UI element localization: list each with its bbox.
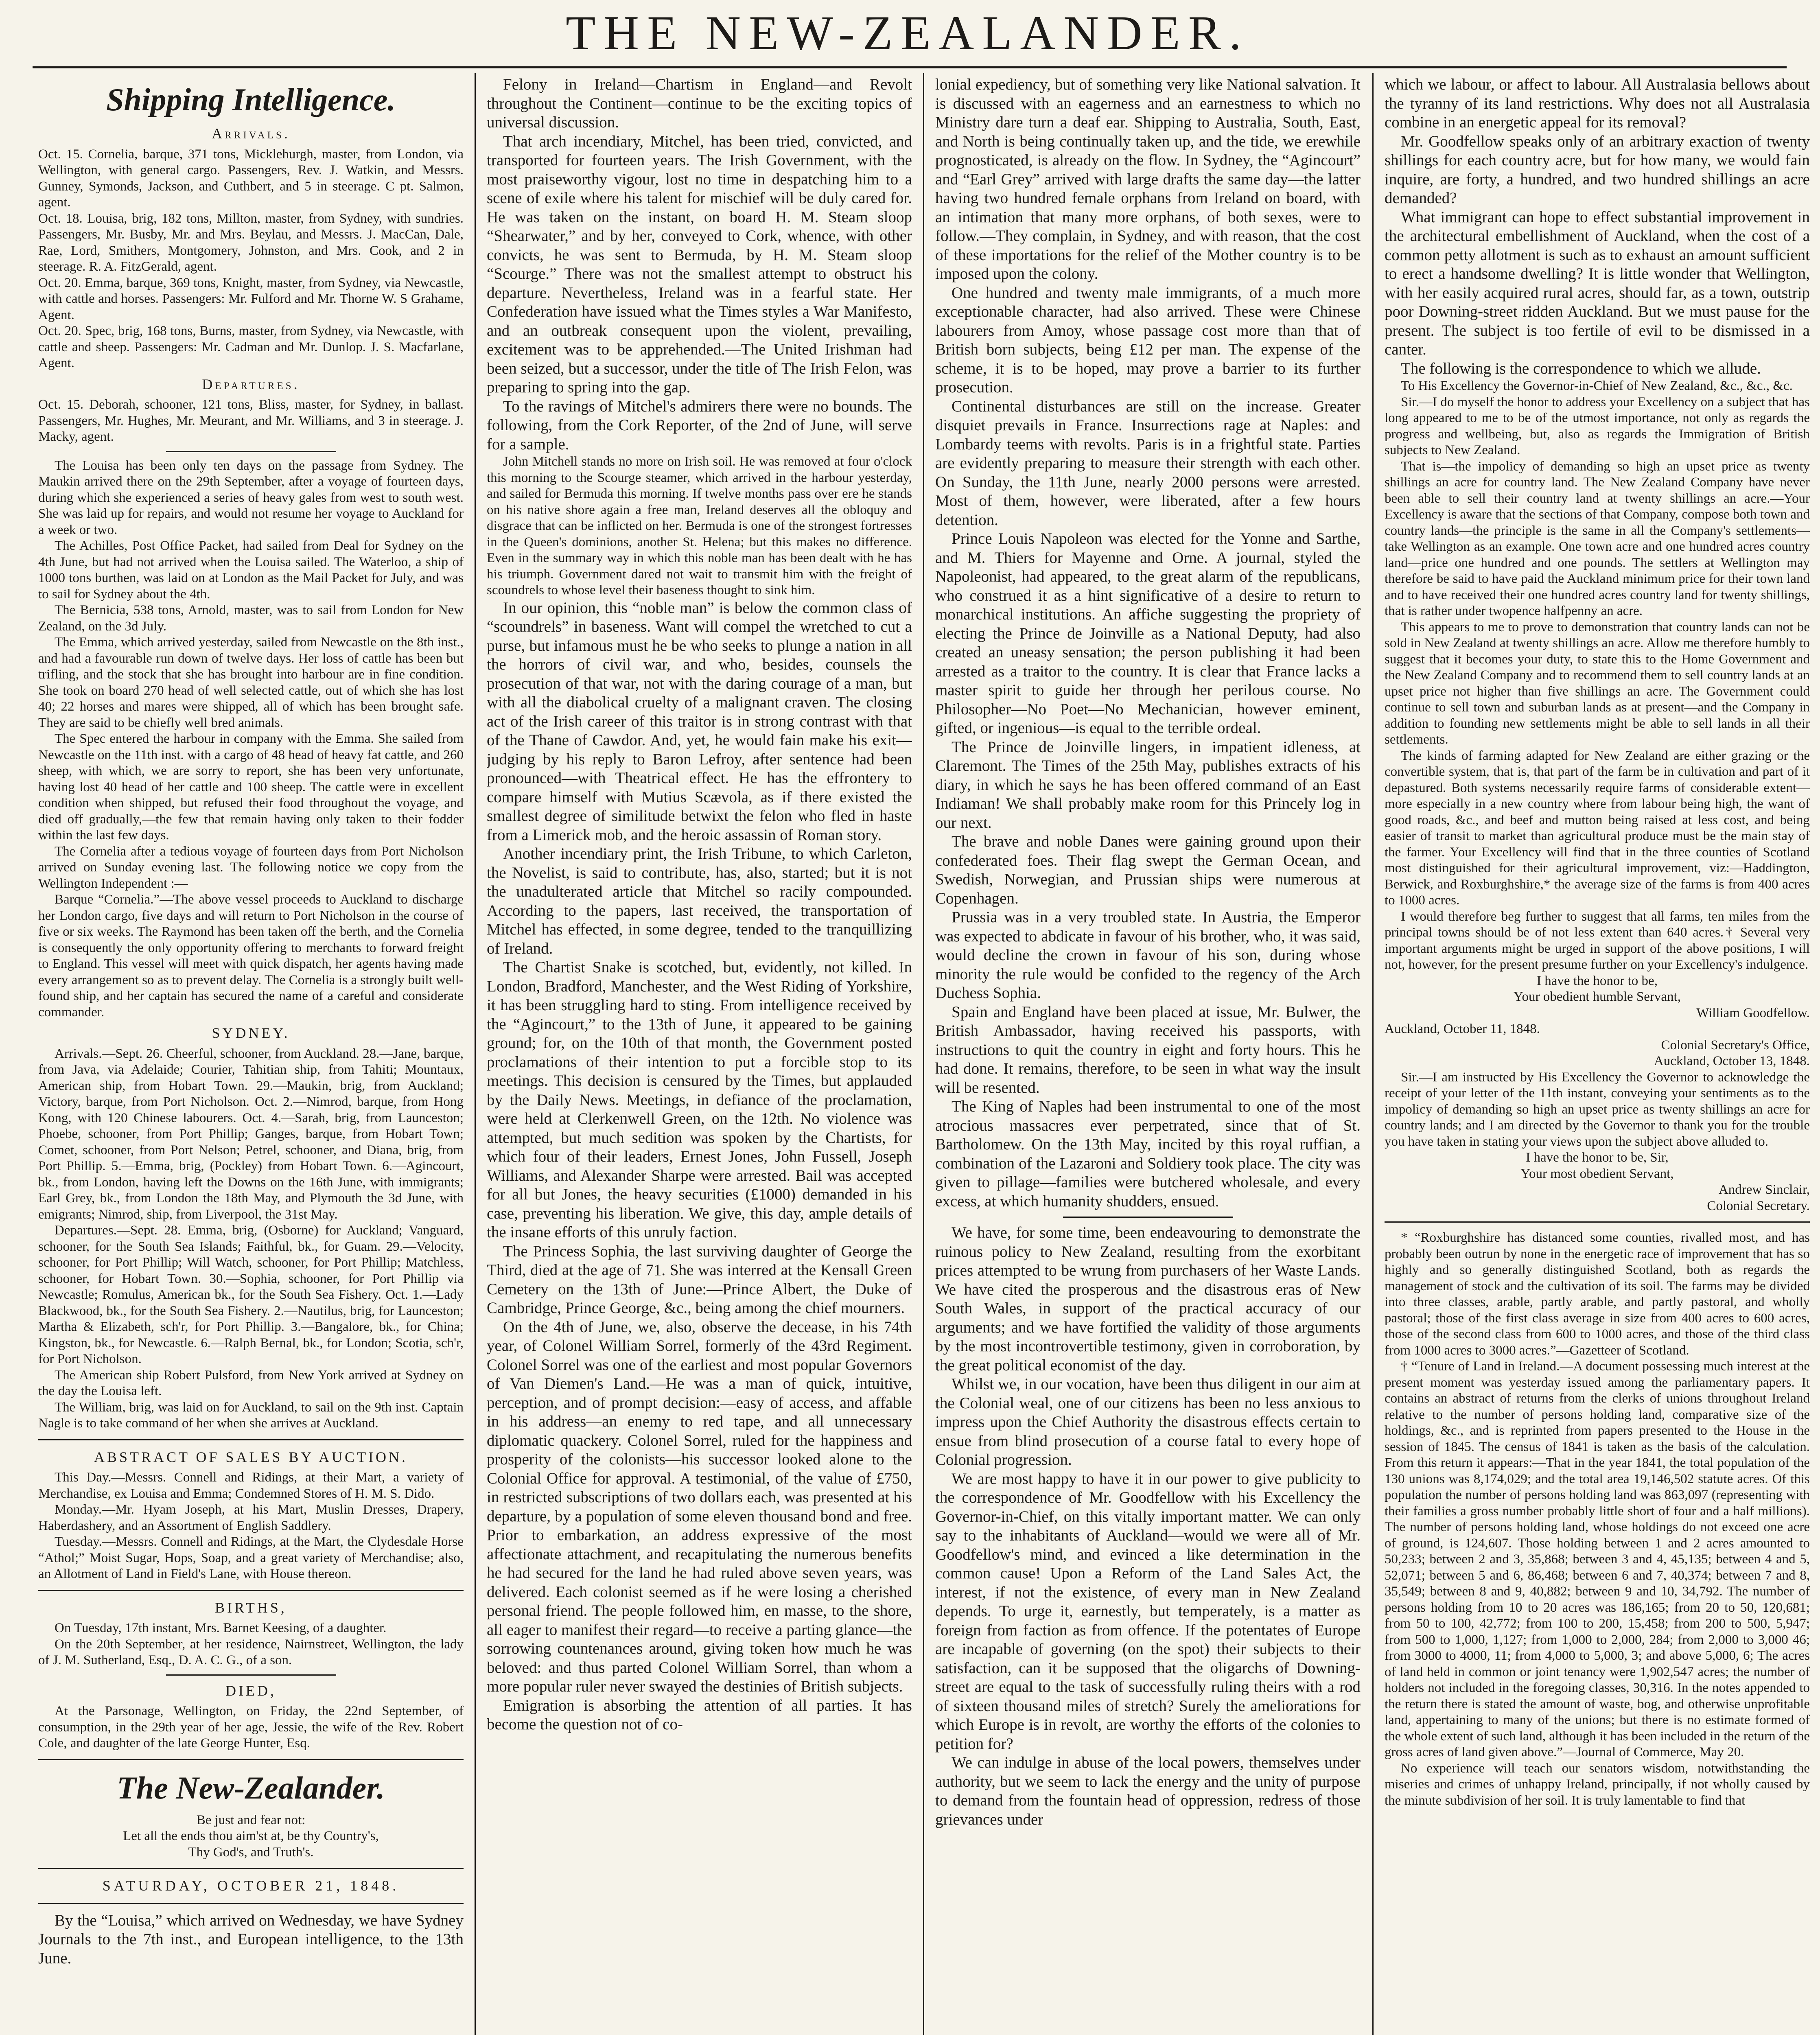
article-paragraph: In our opinion, this “noble man” is below the common class of “scoundrels” in baseness. Want will compel the wretched to cut a purse, but infamous must he be who seeks to plunge a nation in all the horrors of civil war, and who, besides, counsels the prosecution of that war, not with the daring courage of a man, but with all the diabolical cruelty of a malignant craven. The closing act of the Irish career of this traitor is in strong contrast with that of the Thane of Cawdor. And, yet, he would fain make his exit—judging by his reply to Baron Lefroy, after sentence had been pronounced—with Theatrical effect. He has the effrontery to compare himself with Mutius Scævola, as if there existed the smallest degree of similitude betwixt the felon who fled in haste from a Limerick mob, and the heroic assassin of Roman story.: [487, 599, 912, 844]
article-paragraph: The Prince de Joinville lingers, in impatient idleness, at Claremont. The Times of the 25th May, publishes extracts of his diary, in which he says he has been offered command of an East Indiaman! We shall probably make room for this Princely log in our next.: [935, 738, 1361, 832]
office-line: Auckland, October 13, 1848.: [1654, 1054, 1810, 1068]
article-paragraph: One hundred and twenty male immigrants, of a much more exceptionable character, had also arrived. These were Chinese labourers from Amoy, whose passage cost more than that of British born subjects, being £12 per man. The expense of the scheme, it is to be hoped, may prove a barrier to its further prosecution.: [935, 284, 1361, 396]
births-label: BIRTHS,: [215, 1599, 287, 1616]
letter-signature: Colonial Secretary.: [1707, 1198, 1810, 1213]
sydney-paragraph: Arrivals.—Sept. 26. Cheerful, schooner, from Auckland. 28.—Jane, barque, from Java, via Adelaide; Courier, Tahitian ship, from Tahiti; Mountaux, American ship, from Hobart Town. 29.—Maukin, brig, from Auckland; Victory, barque, from Port Nicholson. Oct. 2.—Nimrod, barque, from Hong Kong, with 120 Chinese labourers. Oct. 4.—Sarah, brig, from Launceston; Phoebe, schooner, from Port Phillip; Ganges, barque, from Hobart Town; Comet, schooner, from Port Nelson; Petrel, schooner, and Diana, brig, from Port Phillip. 5.—Emma, brig, (Pockley) from Hobart Town. 6.—Agincourt, bk., from London, having left the Downs on the 16th June, with immigrants; Earl Grey, bk., from London the 18th May, and Plymouth the 3d June, with emigrants; Nimrod, ship, from Liverpool, the 31st May.: [38, 1046, 464, 1222]
article-paragraph: That arch incendiary, Mitchel, has been tried, convicted, and transported for fourteen years. The Irish Government, with the most praiseworthy vigour, lost no time in despatching him to a scene of exile where his talent for mischief will be duly cared for. He was taken on the instant, on board H. M. Steam sloop “Shearwater,” and by her, conveyed to Cork, whence, with other convicts, he was sent to Bermuda, by H. M. Steam sloop “Scourge.” There was not the smallest attempt to obstruct his departure. Nevertheless, Ireland was in a fearful state. Her Confederation have issued what the Times styles a War Manifesto, and an outbreak consequent upon the violent, prevailing, excitement was to be apprehended.—The United Irishman had been seized, but a successor, under the title of The Irish Felon, was preparing to spring into the gap.: [487, 132, 912, 396]
article-paragraph: Another incendiary print, the Irish Tribune, to which Carleton, the Novelist, is said to contribute, has, also, started; but it is not the unadulterated article that Mitchel so racily compounded. According to the papers, last received, the transportation of Mitchel has effected, in some degree, tended to the tranquillizing of Ireland.: [487, 845, 912, 957]
column-2: [487, 75, 912, 2035]
article-paragraph: Felony in Ireland—Chartism in England—and Revolt throughout the Continent—continue to be the exciting topics of universal discussion.: [487, 76, 912, 131]
news-paragraph: The Achilles, Post Office Packet, had sailed from Deal for Sydney on the 4th June, but had not arrived when the Louisa sailed. The Waterloo, a ship of 1000 tons burthen, was laid on at London as the Mail Packet for July, and was to sail for Sydney about the 4th.: [38, 538, 464, 602]
office-line: Colonial Secretary's Office,: [1661, 1037, 1810, 1053]
lead-paragraph: By the “Louisa,” which arrived on Wednesday, we have Sydney Journals to the 7th inst., and European intelligence, to the 13th June.: [38, 1911, 464, 1967]
letter-closing: Your obedient humble Servant,: [1514, 989, 1681, 1004]
divider: [1385, 1221, 1810, 1223]
column-1: [38, 75, 464, 2035]
article-paragraph: To the ravings of Mitchel's admirers there were no bounds. The following, from the Cork Reporter, of the 2nd of June, will serve for a sample.: [487, 397, 912, 453]
divider: [38, 1868, 464, 1869]
letter-closing: I have the honor to be,: [1537, 973, 1658, 988]
died-entry: At the Parsonage, Wellington, on Friday, the 22nd September, of consumption, in the 29th year of her age, Jessie, the wife of the Rev. Robert Cole, and daughter of the late George Hunter, Esq.: [38, 1704, 464, 1751]
divider: [38, 1903, 464, 1904]
article-paragraph: Spain and England have been placed at issue, Mr. Bulwer, the British Ambassador, having received his passports, with instructions to quit the country in eight and forty hours. This he had done. It remains, therefore, to be seen in what way the insult will be resented.: [935, 1003, 1361, 1096]
sydney-paragraph: The William, brig, was laid on for Auckland, to sail on the 9th inst. Captain Nagle is to take command of her when she arrives at Auckland.: [38, 1400, 464, 1431]
editorial-paragraph: We have, for some time, been endeavouring to demonstrate the ruinous policy to New Zealand, resulting from the exorbitant prices attempted to be wrung from purchasers of her Waste Lands. We have cited the prosperous and the disastrous eras of New South Wales, in support of the practical accuracy of our arguments; and we have fortified the validity of those arguments by the most incontrovertible testimony, given in corroboration, by the great political economist of the day.: [935, 1224, 1361, 1374]
article-paragraph: Continental disturbances are still on the increase. Greater disquiet prevails in France. Insurrections rage at Naples: and Lombardy teems with revolts. Paris is in a frightful state. Parties are evidently preparing to measure their strength with each other. On Sunday, the 11th June, nearly 2000 persons were arrested. Most of them, however, were liberated, after a few hours detention.: [935, 397, 1361, 529]
article-paragraph: Prince Louis Napoleon was elected for the Yonne and Sarthe, and M. Thiers for Mayenne and Orne. A journal, styled the Napoleonist, had appeared, to the great alarm of the republicans, who construed it as a hint significative of a desire to return to monarchical institutions. An affiche suggesting the propriety of electing the Prince de Joinville as a National Deputy, had also created an uneasy sensation; the person publishing it had been arrested as a traitor to the country. It is clear that France lacks a master spirit to guide her through her perilous course. No Philosopher—No Poet—No Mechanician, however eminent, gifted, or ingenious—is equal to the terrible ordeal.: [935, 530, 1361, 737]
shipping-news: [38, 458, 464, 1021]
shipping-intelligence-heading: Shipping Intelligence.: [106, 82, 396, 117]
sydney-paragraph: The American ship Robert Pulsford, from New York arrived at Sydney on the day the Louisa left.: [38, 1368, 464, 1398]
auction-entry: Monday.—Mr. Hyam Joseph, at his Mart, Muslin Dresses, Drapery, Haberdashery, and an Assortment of English Saddlery.: [38, 1502, 464, 1533]
article-paragraph: On the 4th of June, we, also, observe the decease, in his 74th year, of Colonel William Sorrel, formerly of the 43rd Regiment. Colonel Sorrel was one of the earliest and most popular Governors of Van Diemen's Land.—He was a man of quick, intuitive, perception, and of prompt decision:—easy of access, and affable in his address—an enemy to red tape, and all unnecessary diplomatic quackery. Colonel Sorrel, ruled for the happiness and prosperity of the colonists—his successor looked alone to the Colonial Office for approval. A testimonial, of the value of £750, in restricted subscriptions of two dollars each, was presented at his departure, by a population of some eleven thousand bond and free. Prior to embarkation, an address expressive of the most affectionate attachment, and recapitulating the numerous benefits he had secured for the land he had ruled above seven years, was delivered. Each colonist seemed as if he were losing a cherished personal friend. The people followed him, en masse, to the shore, all eager to manifest their regard—to receive a parting glance—the sorrowing countenances around, giving token how much he was beloved: and thus parted Colonel William Sorrel, than whom a more popular ruler never swayed the destinies of British subjects.: [487, 1318, 912, 1695]
footnotes: [1385, 1230, 1810, 1809]
editorial-paragraph: The following is the correspondence to which we allude.: [1401, 359, 1761, 377]
sydney-news: [38, 1046, 464, 1432]
arrivals-list: [38, 147, 464, 372]
footnote: * “Roxburghshire has distanced some counties, rivalled most, and has probably been outrun by none in the energetic race of improvement that has so highly and so generally distinguished Scotland, both as regards the management of stock and the cultivation of its soil. The farms may be divided into three classes, arable, partly arable, and partly pastoral, and wholly pastoral; those of the first class average in size from 400 acres to 600 acres, those of the second class from 600 to 1000 acres, and those of the third class from 1000 acres to 3000 acres.”—Gazetteer of Scotland.: [1385, 1230, 1810, 1358]
motto-line: Let all the ends thou aim'st at, be thy Country's,: [123, 1829, 379, 1843]
column-4: [1385, 75, 1810, 2035]
letter-address: To His Excellency the Governor-in-Chief of New Zealand, &c., &c., &c.: [1401, 379, 1793, 393]
issue-dateline: SATURDAY, OCTOBER 21, 1848.: [102, 1877, 400, 1894]
masthead-rule: [33, 66, 1787, 68]
arrival-entry: Oct. 18. Louisa, brig, 182 tons, Millton, master, from Sydney, with sundries. Passengers, Mr. Busby, Mr. and Mrs. Beylau, and Messrs. J. MacCan, Dale, Rae, Lord, Smithers, Montgomery, Johnston, and Mrs. Cook, and 2 in steerage. R. A. FitzGerald, agent.: [38, 211, 464, 274]
editorial-paragraph: We are most happy to have it in our power to give publicity to the correspondence of Mr. Goodfellow with his Excellency the Governor-in-Chief, on this vitally important matter. We can only say to the inhabitants of Auckland—would we were all of Mr. Goodfellow's mind, and evinced a like determination in the common cause! Upon a Reform of the Land Sales Act, the interest, if not the existence, of every man in New Zealand depends. To urge it, earnestly, but temperately, is a matter as foreign from faction as from offence. If the potentates of Europe are incapable of governing (on the spot) their subjects to their satisfaction, can it be supposed that the oligarchs of Downing-street are equal to the task of successfully ruling theirs with a rod of sixteen thousand miles of stretch? Surely the ameliorations for which Europe is in revolt, are worthy the efforts of the colonies to petition for?: [935, 1470, 1361, 1753]
auction-label: ABSTRACT OF SALES BY AUCTION.: [94, 1449, 408, 1465]
divider: [38, 1590, 464, 1591]
editorial-paragraph: Mr. Goodfellow speaks only of an arbitrary exaction of twenty shillings for each country acre, but for how many, we would fain inquire, are forty, a hundred, and two hundred shillings an acre demanded?: [1385, 132, 1810, 207]
auction-list: [38, 1470, 464, 1582]
letter-goodfellow: [1385, 394, 1810, 1070]
letter-paragraph: I would therefore beg further to suggest that all farms, ten miles from the principal towns should be of not less extent than 640 acres.† Several very important arguments might be urged in support of the above positions, I will not, however, for the present presume further on your Excellency's indulgence.: [1385, 909, 1810, 972]
sydney-label: SYDNEY.: [212, 1025, 290, 1041]
letter-date: Auckland, October 11, 1848.: [1385, 1022, 1540, 1036]
arrivals-label: Arrivals.: [212, 125, 290, 142]
motto-line: Be just and fear not:: [196, 1812, 306, 1827]
editorial-paragraph: which we labour, or affect to labour. All Australasia bellows about the tyranny of its land restrictions. Why does not all Australasia combine in an energetic appeal for its removal?: [1385, 76, 1810, 131]
letter-paragraph: That is—the impolicy of demanding so high an upset price as twenty shillings an acre for country land. The New Zealand Company have never been able to sell their country land at twenty shillings an acre.—Your Excellency is aware that the sections of that Company, compose both town and country lands—the principle is the same in all the Company's settlements—take Wellington as an example. One town acre and one hundred acres country land—price one hundred and one pounds. The settlers at Wellington may therefore be said to have paid the Auckland minimum price for their town land and to have received their one hundred acres country land for twenty shillings, that is rather under twopence halfpenny an acre.: [1385, 459, 1810, 618]
divider: [166, 451, 336, 452]
departure-entry: Oct. 15. Deborah, schooner, 121 tons, Bliss, master, for Sydney, in ballast. Passengers, Mr. Hughes, Mr. Meurant, and Mr. Williams, and 3 in steerage. J. Macky, agent.: [38, 397, 464, 444]
birth-entry: On the 20th September, at her residence, Nairnstreet, Wellington, the lady of J. M. Sutherland, Esq., D. A. C. G., of a son.: [38, 1637, 464, 1667]
letter-closing: I have the honor to be, Sir,: [1526, 1150, 1669, 1165]
editorial-paragraph: What immigrant can hope to effect substantial improvement in the architectural embellishment of Auckland, when the cost of a common petty allotment is such as to exhaust an amount sufficient to erect a handsome dwelling? It is little wonder that Wellington, with her easily acquired rural acres, should far, as a town, outstrip poor Downing-street ridden Auckland. But we must pause for the present. The subject is too fertile of evil to be dismissed in a canter.: [1385, 208, 1810, 358]
letter-paragraph: Sir.—I do myself the honor to address your Excellency on a subject that has long appeared to me to be of the utmost importance, not only as regards the progress and wellbeing, but, also as regards the Immigration of British subjects to New Zealand.: [1385, 394, 1810, 457]
letter-closing: Your most obedient Servant,: [1520, 1166, 1674, 1181]
news-paragraph: The Bernicia, 538 tons, Arnold, master, was to sail from London for New Zealand, on the 3d July.: [38, 603, 464, 634]
news-paragraph: Barque “Cornelia.”—The above vessel proceeds to Auckland to discharge her London cargo, five days and will return to Port Nicholson in the course of five or six weeks. The Raymond has been taken off the berth, and the Cornelia is consequently the only opportunity offering to merchants to forward freight to England. This vessel will meet with quick dispatch, her agents having made every arrangement so as to prevent delay. The Cornelia is a strongly built well-found ship, and her captain has secured the name of a careful and considerate commander.: [38, 892, 464, 1020]
letter-signature: William Goodfellow.: [1696, 1005, 1810, 1020]
letter-paragraph: This appears to me to prove to demonstration that country lands can not be sold in New Zealand at twenty shillings an acre. Allow me therefore humbly to suggest that it becomes your duty, to state this to the Home Government and the New Zealand Company and to recommend them to sell country lands at an upset price not higher than five shillings an acre. The Government could continue to sell town and suburban lands as at present—and the Company in addition to founding new settlements might be able to sell lands in all their settlements.: [1385, 619, 1810, 747]
died-list: [38, 1703, 464, 1752]
departures-list: [38, 397, 464, 445]
quoted-paragraph: John Mitchell stands no more on Irish soil. He was removed at four o'clock this morning to the Scourge steamer, which arrived in the harbour yesterday, and sailed for Bermuda this morning. If twelve months pass over ere he stands on his native shore again a free man, Ireland deserves all the obloquy and disgrace that can be inflicted on her. Bermuda is one of the strongest fortresses in the Queen's dominions, another St. Helena; but this makes no difference. Even in the summary way in which this noble man has been dealt with he has his triumph. Government dared not wait to transmit him with the freight of scoundrels to whose level their baseness thought to sink him.: [487, 454, 912, 597]
paper-title: The New-Zealander.: [117, 1770, 385, 1805]
arrival-entry: Oct. 20. Emma, barque, 369 tons, Knight, master, from Sydney, via Newcastle, with cattle and horses. Passengers: Mr. Fulford and Mr. Thorne W. S Grahame, Agent.: [38, 275, 464, 322]
article-paragraph: Emigration is absorbing the attention of all parties. It has become the question not of co-: [487, 1696, 912, 1733]
article-paragraph: The brave and noble Danes were gaining ground upon their confederated foes. Their flag swept the German Ocean, and Swedish, Norwegian, and Prussian ships were numerous at Copenhagen.: [935, 833, 1361, 907]
column-separator: [475, 73, 476, 2035]
article-paragraph: Prussia was in a very troubled state. In Austria, the Emperor was expected to abdicate in favour of his brother, who, it was said, would decline the crown in favour of his son, during whose minority the rule would be confided to the regency of the Arch Duchess Sophia.: [935, 908, 1361, 1002]
departures-label: Departures.: [202, 376, 300, 392]
letter-signature: Andrew Sinclair,: [1718, 1182, 1810, 1197]
divider: [1063, 1217, 1233, 1218]
article-paragraph: The Princess Sophia, the last surviving daughter of George the Third, died at the age of 71. She was interred at the Kensall Green Cemetery on the 13th of June:—Prince Albert, the Duke of Cambridge, Prince George, &c., being among the chief mourners.: [487, 1242, 912, 1317]
footnote: † “Tenure of Land in Ireland.—A document possessing much interest at the present moment was yesterday issued among the parliamentary papers. It contains an abstract of returns from the clerks of unions throughout Ireland relative to the number of persons holding land, comparative size of the holdings, &c., and is reprinted from papers presented to the House in the session of 1845. The census of 1841 is taken as the basis of the calculation. From this return it appears:—That in the year 1841, the total population of the 130 unions was 8,174,029; and the total area 19,146,502 statute acres. Of this population the number of persons holding land was 863,097 (representing with their families a gross number probably little short of four and a half millions). The number of persons holding land, whose holdings do not exceed one acre of ground, is 124,607. Those holding between 1 and 2 acres amounted to 50,233; between 2 and 3, 35,868; between 3 and 4, 45,135; between 4 and 5, 52,071; between 5 and 6, 86,468; between 6 and 7, 40,374; between 7 and 8, 35,549; between 8 and 9, 40,882; between 9 and 10, 34,792. The number of persons holding from 10 to 20 acres was 186,165; from 20 to 50, 120,681; from 50 to 100, 42,772; from 100 to 200, 15,458; from 200 to 500, 5,947; from 500 to 1,000, 1,127; from 1,000 to 2,000, 284; from 2,000 to 3,000 46; from 3000 to 4000, 11; from 4,000 to 5,000, 3; and above 5,000, 6; The acres of land held in common or joint tenancy were 1,902,547 acres; the number of holders not included in the foregoing classes, 30,316. In the notes appended to the return there is stated the amount of waste, bog, and otherwise unprofitable land, appertaining to many of the unions; but there is no estimate formed of the whole extent of such land, although it has been included in the return of the gross acres of land given above.”—Journal of Commerce, May 20.: [1385, 1359, 1810, 1759]
article-paragraph: lonial expediency, but of something very like National salvation. It is discussed with an eagerness and an earnestness to which no Ministry dare turn a deaf ear. Shipping to Australia, South, East, and North is being continually taken up, and the tide, we erewhile prognosticated, is already on the flow. In Sydney, the “Agincourt” and “Earl Grey” arrived with large drafts the same day—the latter having two hundred female orphans from Ireland on board, with an intimation that many more orphans, of both sexes, were to follow.—They complain, in Sydney, and with reason, that the cost of these importations for the relief of the Mother country is to be imposed upon the colony.: [935, 76, 1361, 282]
motto-line: Thy God's, and Truth's.: [188, 1845, 314, 1860]
column-3: [935, 75, 1361, 2035]
article-paragraph: The King of Naples had been instrumental to one of the most atrocious massacres ever perpetrated, since that of St. Bartholomew. On the 13th May, incited by this royal ruffian, a combination of the Lazaroni and Soldiery took place. The city was given to pillage—families were butchered wholesale, and every excess, at which humanity shudders, ensued.: [935, 1098, 1361, 1210]
column-separator: [923, 73, 924, 2035]
auction-entry: Tuesday.—Messrs. Connell and Ridings, at the Mart, the Clydesdale Horse “Athol;” Moist Sugar, Hops, Soap, and a great variety of Merchandise; also, an Allotment of Land in Field's Lane, with House thereon.: [38, 1534, 464, 1581]
divider: [166, 1674, 336, 1676]
editorial-paragraph: We can indulge in abuse of the local powers, themselves under authority, but we seem to lack the energy and the unity of purpose to demand from the fountain head of oppression, redress of those grievances under: [935, 1754, 1361, 1828]
letter-paragraph: Sir.—I am instructed by His Excellency the Governor to acknowledge the receipt of your letter of the 11th instant, conveying your sentiments as to the impolicy of demanding so high an upset price as twenty shillings an acre for country lands; and I am directed by the Governor to thank you for the trouble you have taken in stating your views upon the subject above alluded to.: [1385, 1070, 1810, 1149]
news-paragraph: The Spec entered the harbour in company with the Emma. She sailed from Newcastle on the 11th inst. with a cargo of 48 head of heavy fat cattle, and 260 sheep, with which, we are sorry to report, she has been very unfortunate, having lost 40 head of her cattle and 100 sheep. The cattle were in excellent condition when shipped, but refused their food throughout the voyage, and died off gradually,—the few that remain having only taken to their fodder within the last few days.: [38, 731, 464, 842]
news-paragraph: The Cornelia after a tedious voyage of fourteen days from Port Nicholson arrived on Sunday evening last. The following notice we copy from the Wellington Independent :—: [38, 844, 464, 891]
died-label: DIED,: [225, 1682, 276, 1699]
editorial-paragraph: Whilst we, in our vocation, have been thus diligent in our aim at the Colonial weal, one of our citizens has been no less anxious to impress upon the Chief Authority the disastrous effects certain to ensue from blind prosecution of a course fatal to every hope of Colonial progression.: [935, 1375, 1361, 1468]
auction-entry: This Day.—Messrs. Connell and Ridings, at their Mart, a variety of Merchandise, ex Louisa and Emma; Condemned Stores of H. M. S. Dido.: [38, 1470, 464, 1501]
sydney-paragraph: Departures.—Sept. 28. Emma, brig, (Osborne) for Auckland; Vanguard, schooner, for the South Sea Islands; Faithful, bk., for Guam. 29.—Velocity, schooner, for Port Phillip; Will Watch, schooner, for Port Phillip; Matchless, schooner, for Hobart Town. 30.—Sophia, schooner, for Port Phillip via Newcastle; Romulus, American bk., for the South Sea Fishery. Oct. 1.—Lady Blackwood, bk., for the South Sea Fishery. 2.—Nautilus, brig, for Launceston; Martha & Elizabeth, sch'r, for Port Phillip. 3.—Bangalore, bk., for China; Kingston, bk., for Newcastle. 6.—Ralph Bernal, bk., for London; Scotia, sch'r, for Port Nicholson.: [38, 1223, 464, 1366]
arrival-entry: Oct. 15. Cornelia, barque, 371 tons, Micklehurgh, master, from London, via Wellington, with general cargo. Passengers, Rev. J. Watkin, and Messrs. Gunney, Symonds, Jackson, and Cuthbert, and 5 in steerage. C pt. Salmon, agent.: [38, 147, 464, 210]
news-paragraph: The Emma, which arrived yesterday, sailed from Newcastle on the 8th inst., and had a favourable run down of twelve days. Her loss of cattle has been but trifling, and the stock that she has brought into harbour are in fine condition. She took on board 270 head of well selected cattle, out of which she has lost 40; 22 horses and mares were shipped, all of which has been brought safe. They are said to be chiefly well bred animals.: [38, 635, 464, 730]
letter-sinclair: [1385, 1070, 1810, 1214]
article-paragraph: The Chartist Snake is scotched, but, evidently, not killed. In London, Bradford, Manchester, and the West Riding of Yorkshire, it has been struggling hard to sting. From intelligence received by the “Agincourt,” to the 13th of June, it appeared to be gaining ground; for, on the 10th of that month, the Government posted proclamations of their intention to put a forcible stop to its meetings. This decision is censured by the Times, but applauded by the Daily News. Meetings, in defiance of the proclamation, were held at Clerkenwell Green, on the 12th. No violence was attempted, but much sedition was spoken by the Chartists, for which four of their leaders, Ernest Jones, John Fussell, Joseph Williams, and Alexander Sharpe were arrested. Bail was accepted for all but Jones, the heavy securities (£1000) demanded in his case, preventing his liberation. We give, this day, ample details of the insane efforts of this unruly faction.: [487, 958, 912, 1241]
column-separator: [1372, 73, 1374, 2035]
births-list: [38, 1620, 464, 1669]
masthead: THE NEW-ZEALANDER.: [566, 6, 1249, 60]
birth-entry: On Tuesday, 17th instant, Mrs. Barnet Keesing, of a daughter.: [55, 1621, 387, 1635]
arrival-entry: Oct. 20. Spec, brig, 168 tons, Burns, master, from Sydney, via Newcastle, with cattle and sheep. Passengers: Mr. Cadman and Mr. Dunlop. J. S. Macfarlane, Agent.: [38, 324, 464, 370]
divider: [38, 1439, 464, 1440]
footnote: No experience will teach our senators wisdom, notwithstanding the miseries and crimes of unhappy Ireland, principally, if not wholly caused by the minute subdivision of her soil. It is truly lamentable to find that: [1385, 1761, 1810, 1808]
letter-paragraph: The kinds of farming adapted for New Zealand are either grazing or the convertible system, that is, that part of the farm be in cultivation and part of it depastured. Both systems necessarily require farms of considerable extent—more especially in a new country where from labour being high, the want of good roads, &c., and beef and mutton being raised at less cost, and being easier of transit to market than agricultural produce must be the main stay of the farmer. Your Excellency will find that in the three counties of Scotland most distinguished for their agricultural improvement, viz:—Haddington, Berwick, and Roxburghshire,* the average size of the farms is from 400 acres to 1000 acres.: [1385, 748, 1810, 908]
news-paragraph: The Louisa has been only ten days on the passage from Sydney. The Maukin arrived there on the 29th September, after a voyage of fourteen days, during which she experienced a series of heavy gales from west to south west. She was laid up for repairs, and would not resume her voyage to Auckland for a week or two.: [38, 458, 464, 537]
divider: [38, 1759, 464, 1760]
